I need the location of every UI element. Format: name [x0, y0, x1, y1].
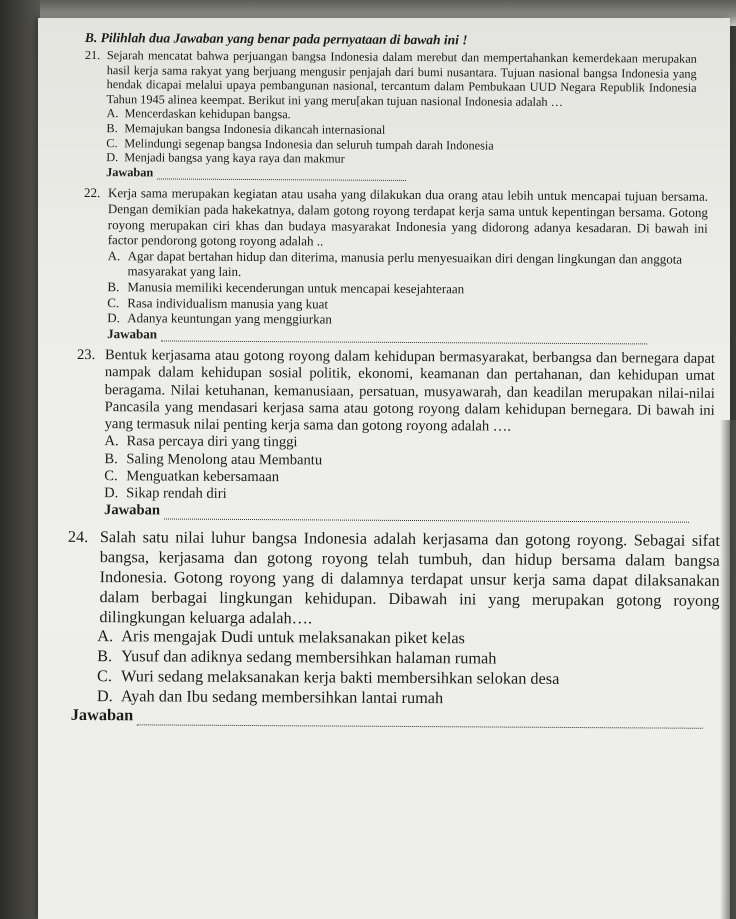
- answer-line[interactable]: [71, 705, 703, 729]
- option-list: [97, 626, 721, 709]
- option-text: Yusuf dan adiknya sedang membersihkan halaman rumah: [121, 646, 497, 668]
- option-list: [107, 248, 723, 330]
- option-letter: B.: [97, 646, 113, 666]
- answer-label: Jawaban: [104, 502, 161, 519]
- option-letter: D.: [107, 310, 120, 326]
- option-letter: C.: [106, 135, 118, 150]
- option-d[interactable]: [97, 686, 721, 710]
- option-text: Menjadi bangsa yang kaya raya dan makmur: [124, 150, 345, 166]
- question-text: Bentuk kerjasama atau gotong royong dalam kehidupan bermasyarakat, berbangsa dan bernegara dapat nampak dalam kehidupan sosial politik, ekonomi, keamanan dan pertahanan, dan kehidupan umat beragama. Nilai ketuhanan, kemanusiaan, persatuan, musyawarah, dan keadilan merupakan nilai-nilai Pancasila yang mendasari kerjasa sama atau gotong royong dalam kehidupan bernegara. Di bawah ini yang termasuk nilai penting kerja sama dan gotong royong adalah ….: [104, 347, 716, 435]
- question-number: 24.: [67, 527, 89, 547]
- option-text: Manusia memiliki kecenderungan untuk mencapai kesejahteraan: [127, 279, 465, 297]
- option-letter: A.: [106, 106, 119, 121]
- option-text: Melindungi segenap bangsa Indonesia dan seluruh tumpah darah Indonesia: [124, 135, 494, 153]
- question-text: Sejarah mencatat bahwa perjuangan bangsa Indonesia dalam merebut dan mempertahankan kemerdekaan merupakan hasil kerja sama rakyat yang berjuang mengusir penjajah dari bumi nusantara. Tujuan nasional bangsa Indonesia yang hendak dicapai melalui upaya pembangunan nasional, tercantum dalam Pembukaan UUD Negara Republik Indonesia Tahun 1945 alinea keempat. Berikut ini yang meru[akan tujuan nasional Indonesia adalah …: [106, 48, 697, 109]
- option-text: Saling Menolong atau Membantu: [126, 450, 323, 468]
- option-list: [106, 107, 724, 169]
- option-letter: C.: [107, 294, 120, 310]
- option-letter: A.: [104, 433, 119, 450]
- question-text: Kerja sama merupakan kegiatan atau usaha yang dilakukan dua orang atau lebih untuk mencapai tujuan bersama. Dengan demikian pada hakekatnya, dalam gotong royong terdapat kerja sama untuk kepentingan bersama. Gotong royong merupakan ciri khas dan budaya masyarakat Indonesia yang didorong adanya kesadaran. Di bawah ini factor pendorong gotong royong adalah ..: [107, 185, 709, 249]
- question-22: [83, 185, 724, 345]
- option-text: Memajukan bangsa Indonesia dikancah internasional: [124, 121, 386, 137]
- section-title: B. Pilihlah dua Jawaban yang benar pada pernyataan di bawah ini !: [84, 30, 468, 48]
- option-letter: D.: [104, 485, 119, 502]
- option-text: Wuri sedang melaksanakan kerja bakti membersihkan selokan desa: [120, 666, 560, 688]
- answer-line[interactable]: [107, 326, 647, 345]
- answer-blank[interactable]: [164, 519, 689, 523]
- question-23: [76, 347, 723, 523]
- question-number: 22.: [83, 185, 101, 201]
- option-letter: B.: [104, 450, 118, 467]
- answer-label: Jawaban: [70, 705, 134, 725]
- option-text: Mencerdaskan kehidupan bangsa.: [124, 106, 291, 122]
- answer-label: Jawaban: [107, 325, 158, 342]
- answer-label: Jawaban: [106, 164, 154, 180]
- option-text: Ayah dan Ibu sedang membersihkan lantai rumah: [120, 685, 444, 707]
- option-text: Adanya keuntungan yang menggiurkan: [127, 310, 332, 327]
- option-text: Menguatkan kebersamaan: [126, 467, 280, 485]
- option-text: Rasa individualism manusia yang kuat: [127, 294, 329, 311]
- page-shadow: [720, 420, 736, 919]
- option-text: Rasa percaya diri yang tinggi: [126, 433, 298, 451]
- option-letter: B.: [107, 279, 120, 295]
- worksheet-content: [67, 30, 725, 729]
- answer-line[interactable]: [106, 165, 406, 181]
- option-letter: A.: [107, 247, 121, 263]
- question-24: [67, 527, 722, 729]
- option-letter: D.: [106, 150, 119, 165]
- question-text: Salah satu nilai luhur bangsa Indonesia adalah kerjasama dan gotong royong. Sebagai sifat bangsa, kerjasama dan gotong royong telah tumbuh, dan hidup bersama dalam bangsa Indonesia. Gotong royong yang di dalamnya terdapat unsur kerja sama dapat dilaksanakan dalam berbagai lingkungan kehidupan. Dibawah ini yang merupakan gotong royong dilingkungan keluarga adalah….: [99, 527, 720, 627]
- option-letter: A.: [97, 626, 114, 646]
- option-letter: D.: [96, 685, 113, 705]
- option-text: Agar dapat bertahan hidup dan diterima, manusia perlu menyesuaikan diri dengan lingkungan dan anggota masyarakat yang lain.: [127, 247, 683, 280]
- option-list: [104, 433, 722, 506]
- option-a[interactable]: [107, 248, 723, 283]
- question-number: 23.: [76, 347, 96, 364]
- question-number: 21.: [84, 47, 101, 63]
- option-text: Aris mengajak Dudi untuk melaksanakan piket kelas: [121, 626, 465, 648]
- answer-line[interactable]: [104, 502, 689, 523]
- background-left: [0, 0, 40, 919]
- answer-blank[interactable]: [161, 341, 647, 345]
- answer-blank[interactable]: [157, 179, 406, 182]
- option-letter: B.: [106, 121, 118, 136]
- option-letter: C.: [96, 665, 113, 686]
- option-text: Sikap rendah diri: [126, 485, 227, 502]
- option-letter: C.: [104, 467, 118, 484]
- question-21: [84, 48, 725, 183]
